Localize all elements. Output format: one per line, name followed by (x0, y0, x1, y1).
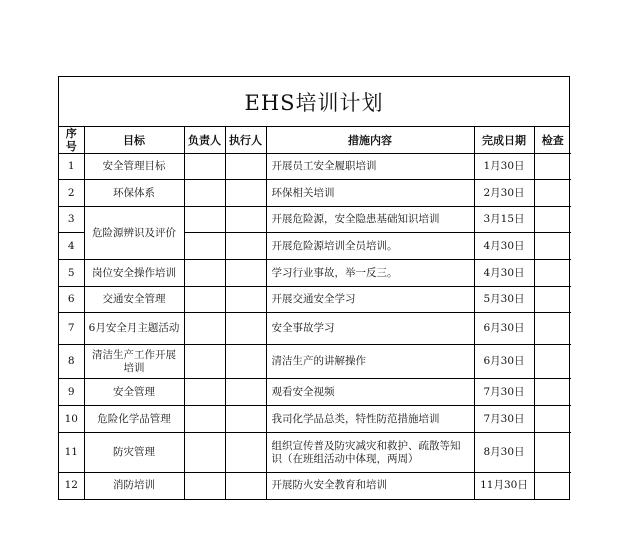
cell-goal: 消防培训 (84, 473, 184, 499)
cell-owner[interactable] (184, 287, 225, 313)
table-row (59, 154, 571, 180)
cell-date: 6月30日 (474, 345, 534, 379)
cell-check[interactable] (534, 287, 571, 313)
table-row (59, 345, 571, 379)
cell-check[interactable] (534, 379, 571, 406)
ehs-training-plan-sheet (58, 76, 570, 500)
cell-goal: 危险化学品管理 (84, 406, 184, 433)
cell-owner[interactable] (184, 433, 225, 473)
cell-owner[interactable] (184, 406, 225, 433)
cell-goal: 危险源辨识及评价 (84, 207, 184, 260)
cell-no: 11 (59, 433, 84, 473)
cell-date: 5月30日 (474, 287, 534, 313)
cell-measure: 开展防火安全教育和培训 (266, 473, 474, 499)
cell-owner[interactable] (184, 473, 225, 499)
cell-measure: 环保相关培训 (266, 180, 474, 207)
header-date: 完成日期 (474, 127, 534, 154)
cell-measure: 开展危险源培训全员培训。 (266, 233, 474, 260)
header-no: 序号 (59, 127, 84, 154)
cell-goal: 清洁生产工作开展培训 (84, 345, 184, 379)
training-plan-table (59, 127, 571, 499)
cell-executor[interactable] (225, 345, 266, 379)
cell-executor[interactable] (225, 154, 266, 180)
cell-executor[interactable] (225, 473, 266, 499)
table-row (59, 207, 571, 233)
cell-executor[interactable] (225, 313, 266, 345)
cell-goal: 交通安全管理 (84, 287, 184, 313)
cell-executor[interactable] (225, 379, 266, 406)
header-check: 检查 (534, 127, 571, 154)
cell-no: 10 (59, 406, 84, 433)
header-goal: 目标 (84, 127, 184, 154)
cell-no: 1 (59, 154, 84, 180)
cell-owner[interactable] (184, 180, 225, 207)
cell-measure: 学习行业事故，举一反三。 (266, 260, 474, 287)
cell-owner[interactable] (184, 313, 225, 345)
cell-owner[interactable] (184, 345, 225, 379)
cell-goal: 安全管理 (84, 379, 184, 406)
cell-check[interactable] (534, 207, 571, 233)
table-row (59, 433, 571, 473)
cell-no: 5 (59, 260, 84, 287)
header-row (59, 127, 571, 154)
cell-measure: 开展员工安全履职培训 (266, 154, 474, 180)
cell-check[interactable] (534, 180, 571, 207)
table-row (59, 473, 571, 499)
header-executor: 执行人 (225, 127, 266, 154)
cell-executor[interactable] (225, 406, 266, 433)
cell-date: 3月15日 (474, 207, 534, 233)
cell-check[interactable] (534, 433, 571, 473)
cell-measure: 开展交通安全学习 (266, 287, 474, 313)
cell-date: 8月30日 (474, 433, 534, 473)
table-row (59, 406, 571, 433)
cell-owner[interactable] (184, 260, 225, 287)
cell-date: 6月30日 (474, 313, 534, 345)
cell-executor[interactable] (225, 180, 266, 207)
cell-date: 1月30日 (474, 154, 534, 180)
cell-no: 12 (59, 473, 84, 499)
cell-date: 4月30日 (474, 233, 534, 260)
cell-check[interactable] (534, 345, 571, 379)
cell-date: 4月30日 (474, 260, 534, 287)
cell-goal: 防灾管理 (84, 433, 184, 473)
table-row (59, 313, 571, 345)
cell-check[interactable] (534, 233, 571, 260)
cell-date: 7月30日 (474, 379, 534, 406)
table-row (59, 287, 571, 313)
cell-no: 8 (59, 345, 84, 379)
cell-executor[interactable] (225, 233, 266, 260)
cell-measure: 开展危险源，安全隐患基础知识培训 (266, 207, 474, 233)
cell-measure: 观看安全视频 (266, 379, 474, 406)
cell-goal: 安全管理目标 (84, 154, 184, 180)
cell-check[interactable] (534, 154, 571, 180)
cell-no: 2 (59, 180, 84, 207)
cell-owner[interactable] (184, 233, 225, 260)
cell-owner[interactable] (184, 379, 225, 406)
cell-goal: 岗位安全操作培训 (84, 260, 184, 287)
table-row (59, 180, 571, 207)
cell-no: 7 (59, 313, 84, 345)
cell-no: 9 (59, 379, 84, 406)
cell-executor[interactable] (225, 207, 266, 233)
table-row (59, 379, 571, 406)
cell-no: 4 (59, 233, 84, 260)
header-owner: 负责人 (184, 127, 225, 154)
cell-check[interactable] (534, 406, 571, 433)
cell-goal: 6月安全月主题活动 (84, 313, 184, 345)
cell-measure: 清洁生产的讲解操作 (266, 345, 474, 379)
cell-check[interactable] (534, 260, 571, 287)
cell-goal: 环保体系 (84, 180, 184, 207)
cell-executor[interactable] (225, 433, 266, 473)
cell-date: 7月30日 (474, 406, 534, 433)
cell-date: 11月30日 (474, 473, 534, 499)
cell-executor[interactable] (225, 287, 266, 313)
cell-check[interactable] (534, 313, 571, 345)
cell-check[interactable] (534, 473, 571, 499)
cell-executor[interactable] (225, 260, 266, 287)
cell-no: 6 (59, 287, 84, 313)
cell-no: 3 (59, 207, 84, 233)
table-row (59, 260, 571, 287)
cell-date: 2月30日 (474, 180, 534, 207)
header-measure: 措施内容 (266, 127, 474, 154)
cell-owner[interactable] (184, 154, 225, 180)
cell-measure: 我司化学品总类，特性防范措施培训 (266, 406, 474, 433)
cell-owner[interactable] (184, 207, 225, 233)
cell-measure: 组织宣传普及防灾减灾和救护、疏散等知识（在班组活动中体现，两周） (266, 433, 474, 473)
sheet-title: EHS培训计划 (59, 77, 569, 127)
cell-measure: 安全事故学习 (266, 313, 474, 345)
